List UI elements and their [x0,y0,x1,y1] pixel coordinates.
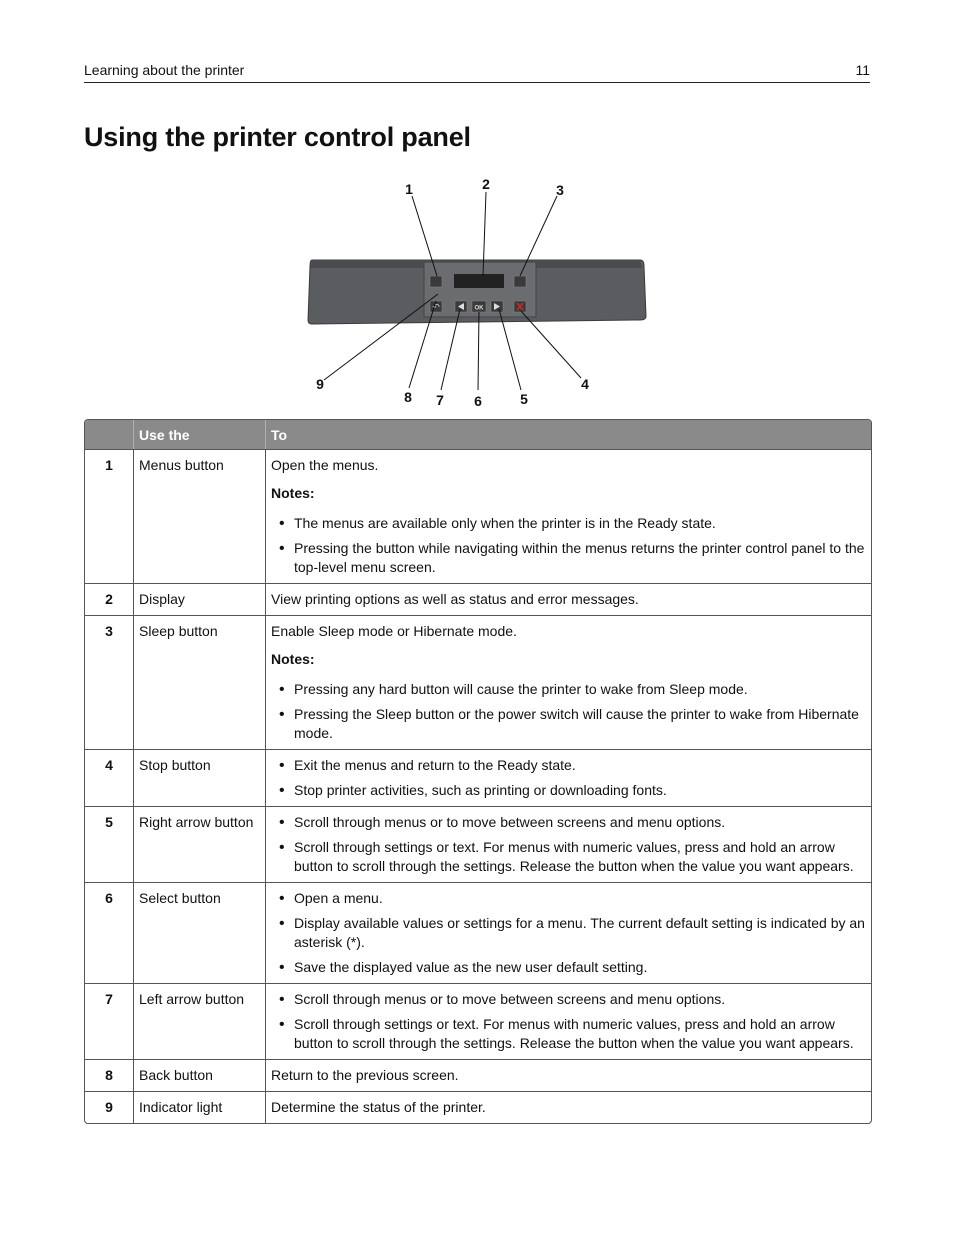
list-item: • The menus are available only when the printer is in the Ready state. [271,514,866,533]
row-control-name: Back button [134,1060,266,1091]
notes-list [271,680,866,743]
callout-7: 7 [436,392,444,408]
row-description [266,450,871,583]
table-header-row [85,420,871,449]
row-description [266,750,871,806]
row-description [266,616,871,749]
row-number: 7 [85,984,134,1059]
list-item: • Save the displayed value as the new user default setting. [271,958,866,977]
page-header [84,60,870,83]
row-number: 9 [85,1092,134,1123]
list-item: • Pressing the button while navigating within the menus returns the printer control panel to the top-level menu screen. [271,539,866,577]
callout-2: 2 [482,176,490,192]
row-intro: Open the menus. [271,457,379,473]
table-row [85,882,871,983]
control-panel-illustration [300,172,660,412]
svg-text:↶: ↶ [432,303,440,313]
callout-5: 5 [520,391,528,407]
notes-label: Notes: [271,485,315,501]
list-item: • Pressing the Sleep button or the power switch will cause the printer to wake from Hibernate mode. [271,705,866,743]
callout-4: 4 [581,376,589,392]
list-item: • Pressing any hard button will cause the printer to wake from Sleep mode. [271,680,866,699]
list-item: • Scroll through settings or text. For menus with numeric values, press and hold an arrow button to scroll through the settings. Release the button when the value you want appears. [271,1015,866,1053]
header-use-the: Use the [134,420,266,449]
display-screen [454,274,504,288]
table-row [85,583,871,615]
table-row [85,1091,871,1123]
row-description: Determine the status of the printer. [271,1099,486,1115]
list-item: • Stop printer activities, such as printing or downloading fonts. [271,781,866,800]
sleep-button[interactable] [514,276,526,287]
bullet-list [271,756,866,800]
list-item: • Scroll through settings or text. For menus with numeric values, press and hold an arrow button to scroll through the settings. Release the button when the value you want appears. [271,838,866,876]
row-control-name: Right arrow button [134,807,266,882]
list-item: • Scroll through menus or to move between screens and menu options. [271,813,866,832]
bullet-list [271,813,866,876]
header-num [85,420,134,449]
callout-8: 8 [404,389,412,405]
control-panel-figure [300,172,660,412]
callout-9: 9 [316,376,324,392]
row-number: 8 [85,1060,134,1091]
row-number: 6 [85,883,134,983]
table-row [85,449,871,583]
row-intro: Enable Sleep mode or Hibernate mode. [271,623,517,639]
row-number: 3 [85,616,134,749]
list-item: • Display available values or settings for a menu. The current default setting is indicated by an asterisk (*). [271,914,866,952]
table-row [85,749,871,806]
row-description [266,883,871,983]
row-number: 5 [85,807,134,882]
header-to: To [271,427,288,443]
list-item: • Scroll through menus or to move between screens and menu options. [271,990,866,1009]
table-row [85,983,871,1059]
menus-button[interactable] [430,276,442,287]
page-title: Using the printer control panel [84,122,471,152]
bullet-list [271,889,866,977]
table-row [85,1059,871,1091]
row-description: View printing options as well as status and error messages. [271,591,639,607]
header-section-title: Learning about the printer [84,62,245,78]
table-row [85,615,871,749]
row-control-name: Indicator light [134,1092,266,1123]
callout-1: 1 [405,181,413,197]
row-description: Return to the previous screen. [271,1067,459,1083]
notes-list [271,514,866,577]
list-item: • Open a menu. [271,889,866,908]
ok-label: OK [474,305,484,312]
row-control-name: Display [134,584,266,615]
callout-3: 3 [556,182,564,198]
table-row [85,806,871,882]
row-number: 4 [85,750,134,806]
row-description [266,807,871,882]
row-number: 2 [85,584,134,615]
notes-label: Notes: [271,651,315,667]
row-control-name: Stop button [134,750,266,806]
row-control-name: Sleep button [134,616,266,749]
row-description [266,984,871,1059]
header-page-number: 11 [855,62,870,78]
callout-6: 6 [474,393,482,409]
row-control-name: Select button [134,883,266,983]
control-panel-table [84,419,872,1124]
row-control-name: Menus button [134,450,266,583]
row-control-name: Left arrow button [134,984,266,1059]
list-item: • Exit the menus and return to the Ready state. [271,756,866,775]
bullet-list [271,990,866,1053]
row-number: 1 [85,450,134,583]
